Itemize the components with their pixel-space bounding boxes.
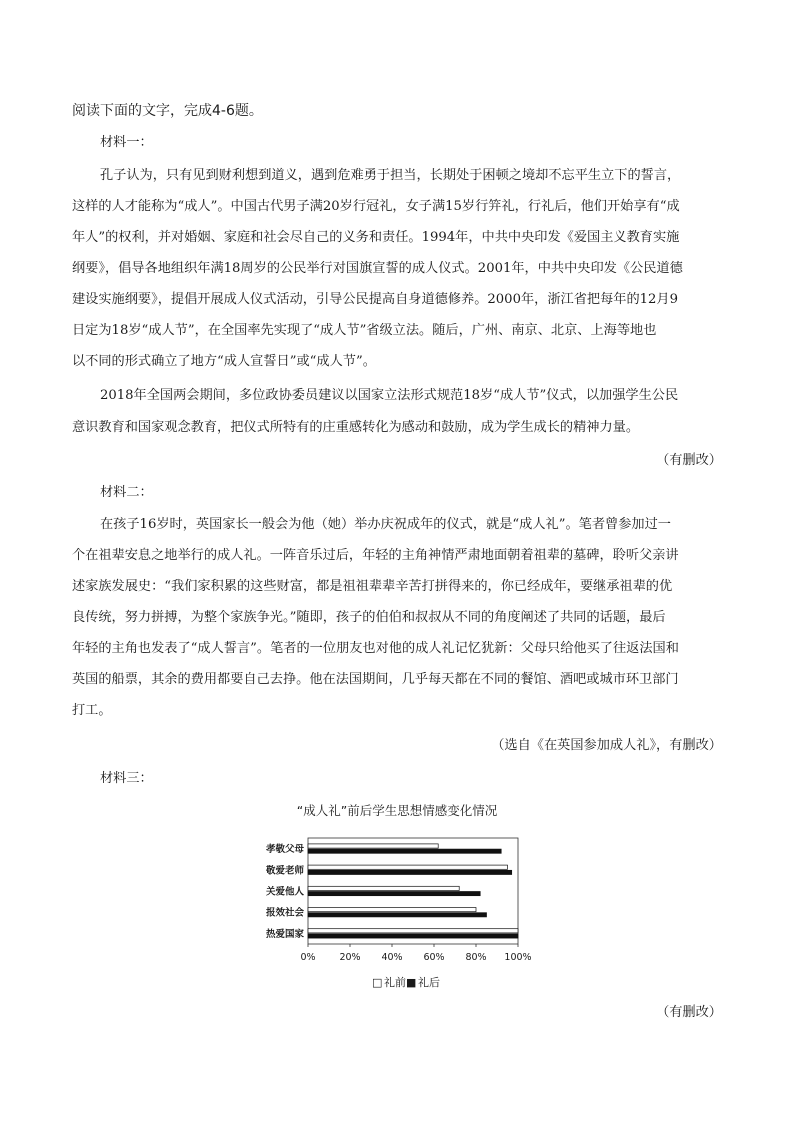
bar-after <box>308 913 487 917</box>
material2-line: 良传统，努力拼搏，为整个家族争光。”随即，孩子的伯伯和叔叔从不同的角度阐述了共同的话题，最后 <box>72 610 666 625</box>
material2-line: 年轻的主角也发表了“成人誓言”。笔者的一位朋友也对他的成人礼记忆犹新：父母只给他买了往返法国和 <box>72 641 679 656</box>
category-label: 热爱国家 <box>265 928 304 940</box>
material1-line: 纲要》，倡导各地组织年满18周岁的公民举行对国旗宣誓的成人仪式。2001年，中共中央印发《公民道德 <box>72 261 683 276</box>
material2-line: 打工。 <box>72 703 112 718</box>
x-tick-label: 80% <box>465 952 487 963</box>
bar-after <box>308 934 518 938</box>
material1-line: 日定为18岁“成人节”，在全国率先实现了“成人节”省级立法。随后，广州、南京、北京、上海等地也 <box>72 323 657 338</box>
bar-after <box>308 849 501 853</box>
category-label: 报效社会 <box>265 907 304 919</box>
material1-line: 年人”的权利，并对婚姻、家庭和社会尽自己的义务和责任。1994年，中共中央印发《爱国主义教育实施 <box>72 230 680 245</box>
x-tick-label: 100% <box>504 952 532 963</box>
legend-symbol-before: □ <box>372 976 383 989</box>
material2-line: 个在祖辈安息之地举行的成人礼。一阵音乐过后，年轻的主角神情严肃地面朝着祖辈的墓碑，聆听父亲讲 <box>72 548 679 563</box>
legend-label-after: 礼后 <box>418 976 440 989</box>
bar-before <box>308 886 459 890</box>
material1-line: 孔子认为，只有见到财利想到道义，遇到危难勇于担当，长期处于困顿之境却不忘平生立下的誓言， <box>100 168 681 183</box>
bar-before <box>308 929 518 933</box>
material1-line: 这样的人才能称为“成人”。中国古代男子满20岁行冠礼，女子满15岁行笄礼，行礼后，他们开始享有“成 <box>72 199 680 214</box>
material2-line: 英国的船票，其余的费用都要自己去挣。他在法国期间，几乎每天都在不同的餐馆、酒吧或城市环卫部门 <box>72 672 679 687</box>
instruction: 阅读下面的文字，完成4-6题。 <box>72 103 263 119</box>
material2-title: 材料二： <box>100 485 153 500</box>
material3-source: （有删改） <box>656 1005 722 1020</box>
chart-title: “成人礼”前后学生思想情感变化情况 <box>296 803 498 818</box>
category-label: 孝敬父母 <box>265 844 304 856</box>
category-label: 敬爱老师 <box>265 865 304 877</box>
bar-before <box>308 865 508 869</box>
material1-title: 材料一： <box>100 135 153 150</box>
bar-after <box>308 892 480 896</box>
material1-line: 2018年全国两会期间，多位政协委员建议以国家立法形式规范18岁“成人节”仪式，以加强学生公民 <box>100 388 679 403</box>
material1-source: （有删改） <box>656 453 722 468</box>
x-tick-label: 20% <box>339 952 361 963</box>
material1-line: 意识教育和国家观念教育，把仪式所特有的庄重感转化为感动和鼓励，成为学生成长的精神力量。 <box>72 420 640 435</box>
x-tick-label: 0% <box>300 952 316 963</box>
material2-line: 在孩子16岁时，英国家长一般会为他（她）举办庆祝成年的仪式，就是“成人礼”。笔者曾参加过一 <box>100 517 671 532</box>
x-tick-label: 40% <box>381 952 403 963</box>
material2-line: 述家族发展史：“我们家积累的这些财富，都是祖祖辈辈辛苦打拼得来的，你已经成年，要继承祖辈的优 <box>72 579 673 594</box>
x-tick-label: 60% <box>423 952 445 963</box>
material3-title: 材料三： <box>100 771 153 786</box>
legend-label-before: 礼前 <box>384 976 406 989</box>
bar-before <box>308 908 476 912</box>
category-label: 关爱他人 <box>265 886 304 898</box>
material1-line: 以不同的形式确立了地方“成人宣誓日”或“成人节”。 <box>72 354 376 369</box>
plot-frame <box>308 838 518 944</box>
material1-line: 建设实施纲要》，提倡开展成人仪式活动，引导公民提高自身道德修养。2000年，浙江省把每年的12月9 <box>72 292 679 307</box>
bar-before <box>308 844 438 848</box>
material2-source: （选自《在英国参加成人礼》，有删改） <box>491 738 722 753</box>
chart-legend <box>372 975 440 989</box>
legend-symbol-after: ■ <box>406 976 417 989</box>
bar-after <box>308 870 512 874</box>
